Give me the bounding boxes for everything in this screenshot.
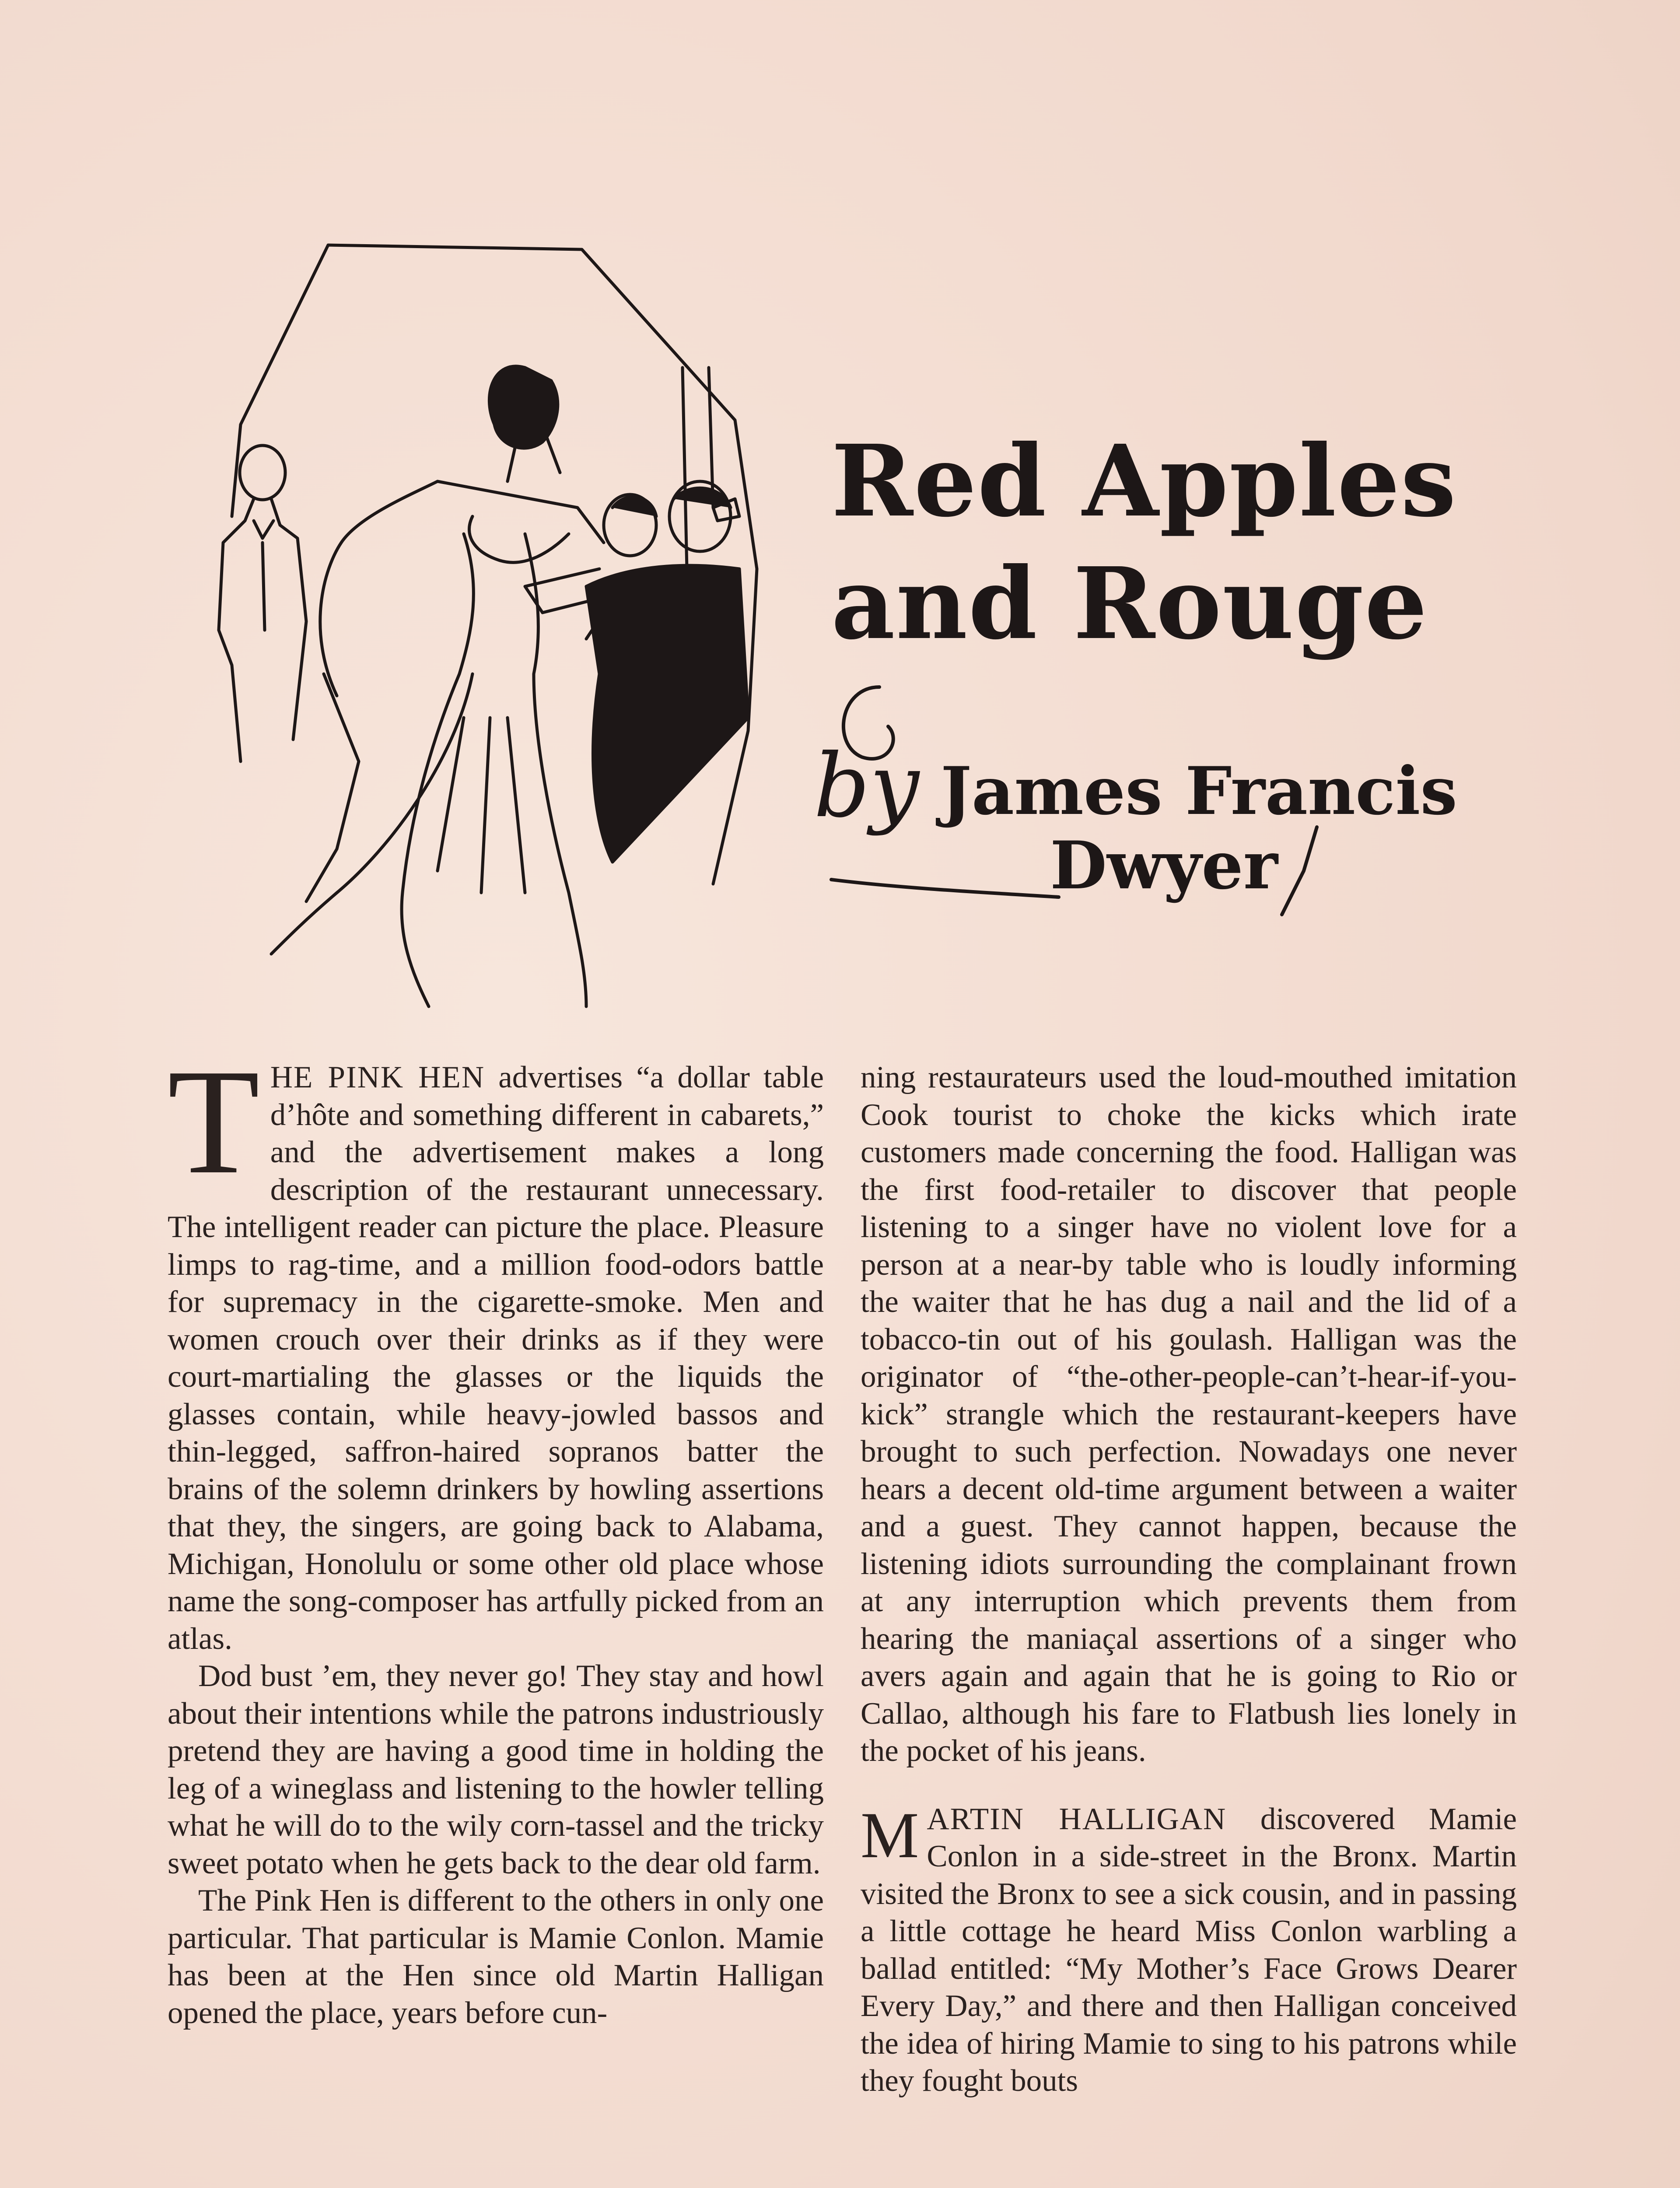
drop-cap: T [168, 1038, 260, 1205]
waiter-figure [219, 445, 306, 761]
paragraph: The Pink Hen is different to the others in only one particular. That particular is Mamie Conlon. Mamie has been at the Hen since old Martin Halligan opened the place, years before cun- [168, 1883, 824, 2030]
story-title-line-1: Red Apples [831, 424, 1457, 539]
paragraph: ning restaurateurs used the loud-mouthed imitation Cook tourist to choke the kicks which irate customers made concerning the food. Halligan was the first food-retailer to discover that people listening to a singer have no violent love for a person at a near-by table who is loudly informing the waiter that he has dug a nail and the lid of a tobacco-tin out of his goulash. Halligan was the originator of “the-other-people-can’t-hear-if-you-kick” strangle which the restaurant-keepers have brought to such perfection. Nowadays one never hears a decent old-time argument between a waiter and a guest. They cannot happen, because the listening idiots surrounding the complainant frown at any interruption which prevents them from hearing the maniaçal assertions of a singer who avers again and again that he is going to Rio or Callao, although his fare to Flatbush lies lonely in the pocket of his jeans. [861, 1060, 1517, 1768]
section-break [861, 1770, 1517, 1801]
story-title [831, 420, 1553, 665]
woman-figure [271, 366, 604, 1006]
paragraph: Dod bust ’em, they never go! They stay and howl about their intentions while the patrons industriously pretend they are having a good time in holding the leg of a wineglass and listening to the howler telling what he will do to the wily corn-tassel and the tricky sweet potato when he gets back to the dear old farm. [168, 1659, 824, 1880]
author-name-line-1: James Francis [941, 753, 1457, 830]
byline-by: by [814, 735, 920, 837]
paragraph-text: discovered Mamie Conlon in a side-street in the Bronx. Martin visited the Bronx to see a sick cousin, and in passing a little cottage he heard Miss Conlon warbling a ballad entitled: “My Mother’s Face Grows Dearer Every Day,” and there and then Halligan conceived the idea of hiring Mamie to sing to his patrons while they fought bouts [861, 1802, 1517, 2098]
opening-small-caps: HE PINK HEN [270, 1060, 485, 1094]
seated-men-figures [525, 481, 748, 862]
opening-small-caps: ARTIN HALLIGAN [927, 1802, 1227, 1836]
text-column-right [861, 1059, 1517, 2100]
story-illustration [192, 236, 805, 1020]
story-title-line-2: and Rouge [831, 546, 1428, 662]
byline [814, 670, 1558, 941]
paragraph [168, 1038, 824, 1658]
text-column-left [168, 1038, 824, 2032]
paragraph-text: advertises “a dollar table d’hôte and something different in cabarets,” and the advertisement makes a long description of the restaurant unnecessary. The intelligent reader can picture the place. Pleasure limps to rag-time, and a million food-odors battle for supremacy in the cigarette-smoke. Men and women crouch over their drinks as if they were court-martialing the glasses or the liquids the glasses contain, while heavy-jowled bassos and thin-legged, saffron-haired sopranos batter the brains of the solemn drinkers by howling assertions that they, the singers, are going back to Alabama, Michigan, Honolulu or some other old place whose name the song-composer has artfully picked from an atlas. [168, 1060, 824, 1656]
paragraph [861, 1801, 1517, 2100]
author-name-line-2: Dwyer [1050, 827, 1278, 904]
drop-cap: M [861, 1799, 919, 1872]
